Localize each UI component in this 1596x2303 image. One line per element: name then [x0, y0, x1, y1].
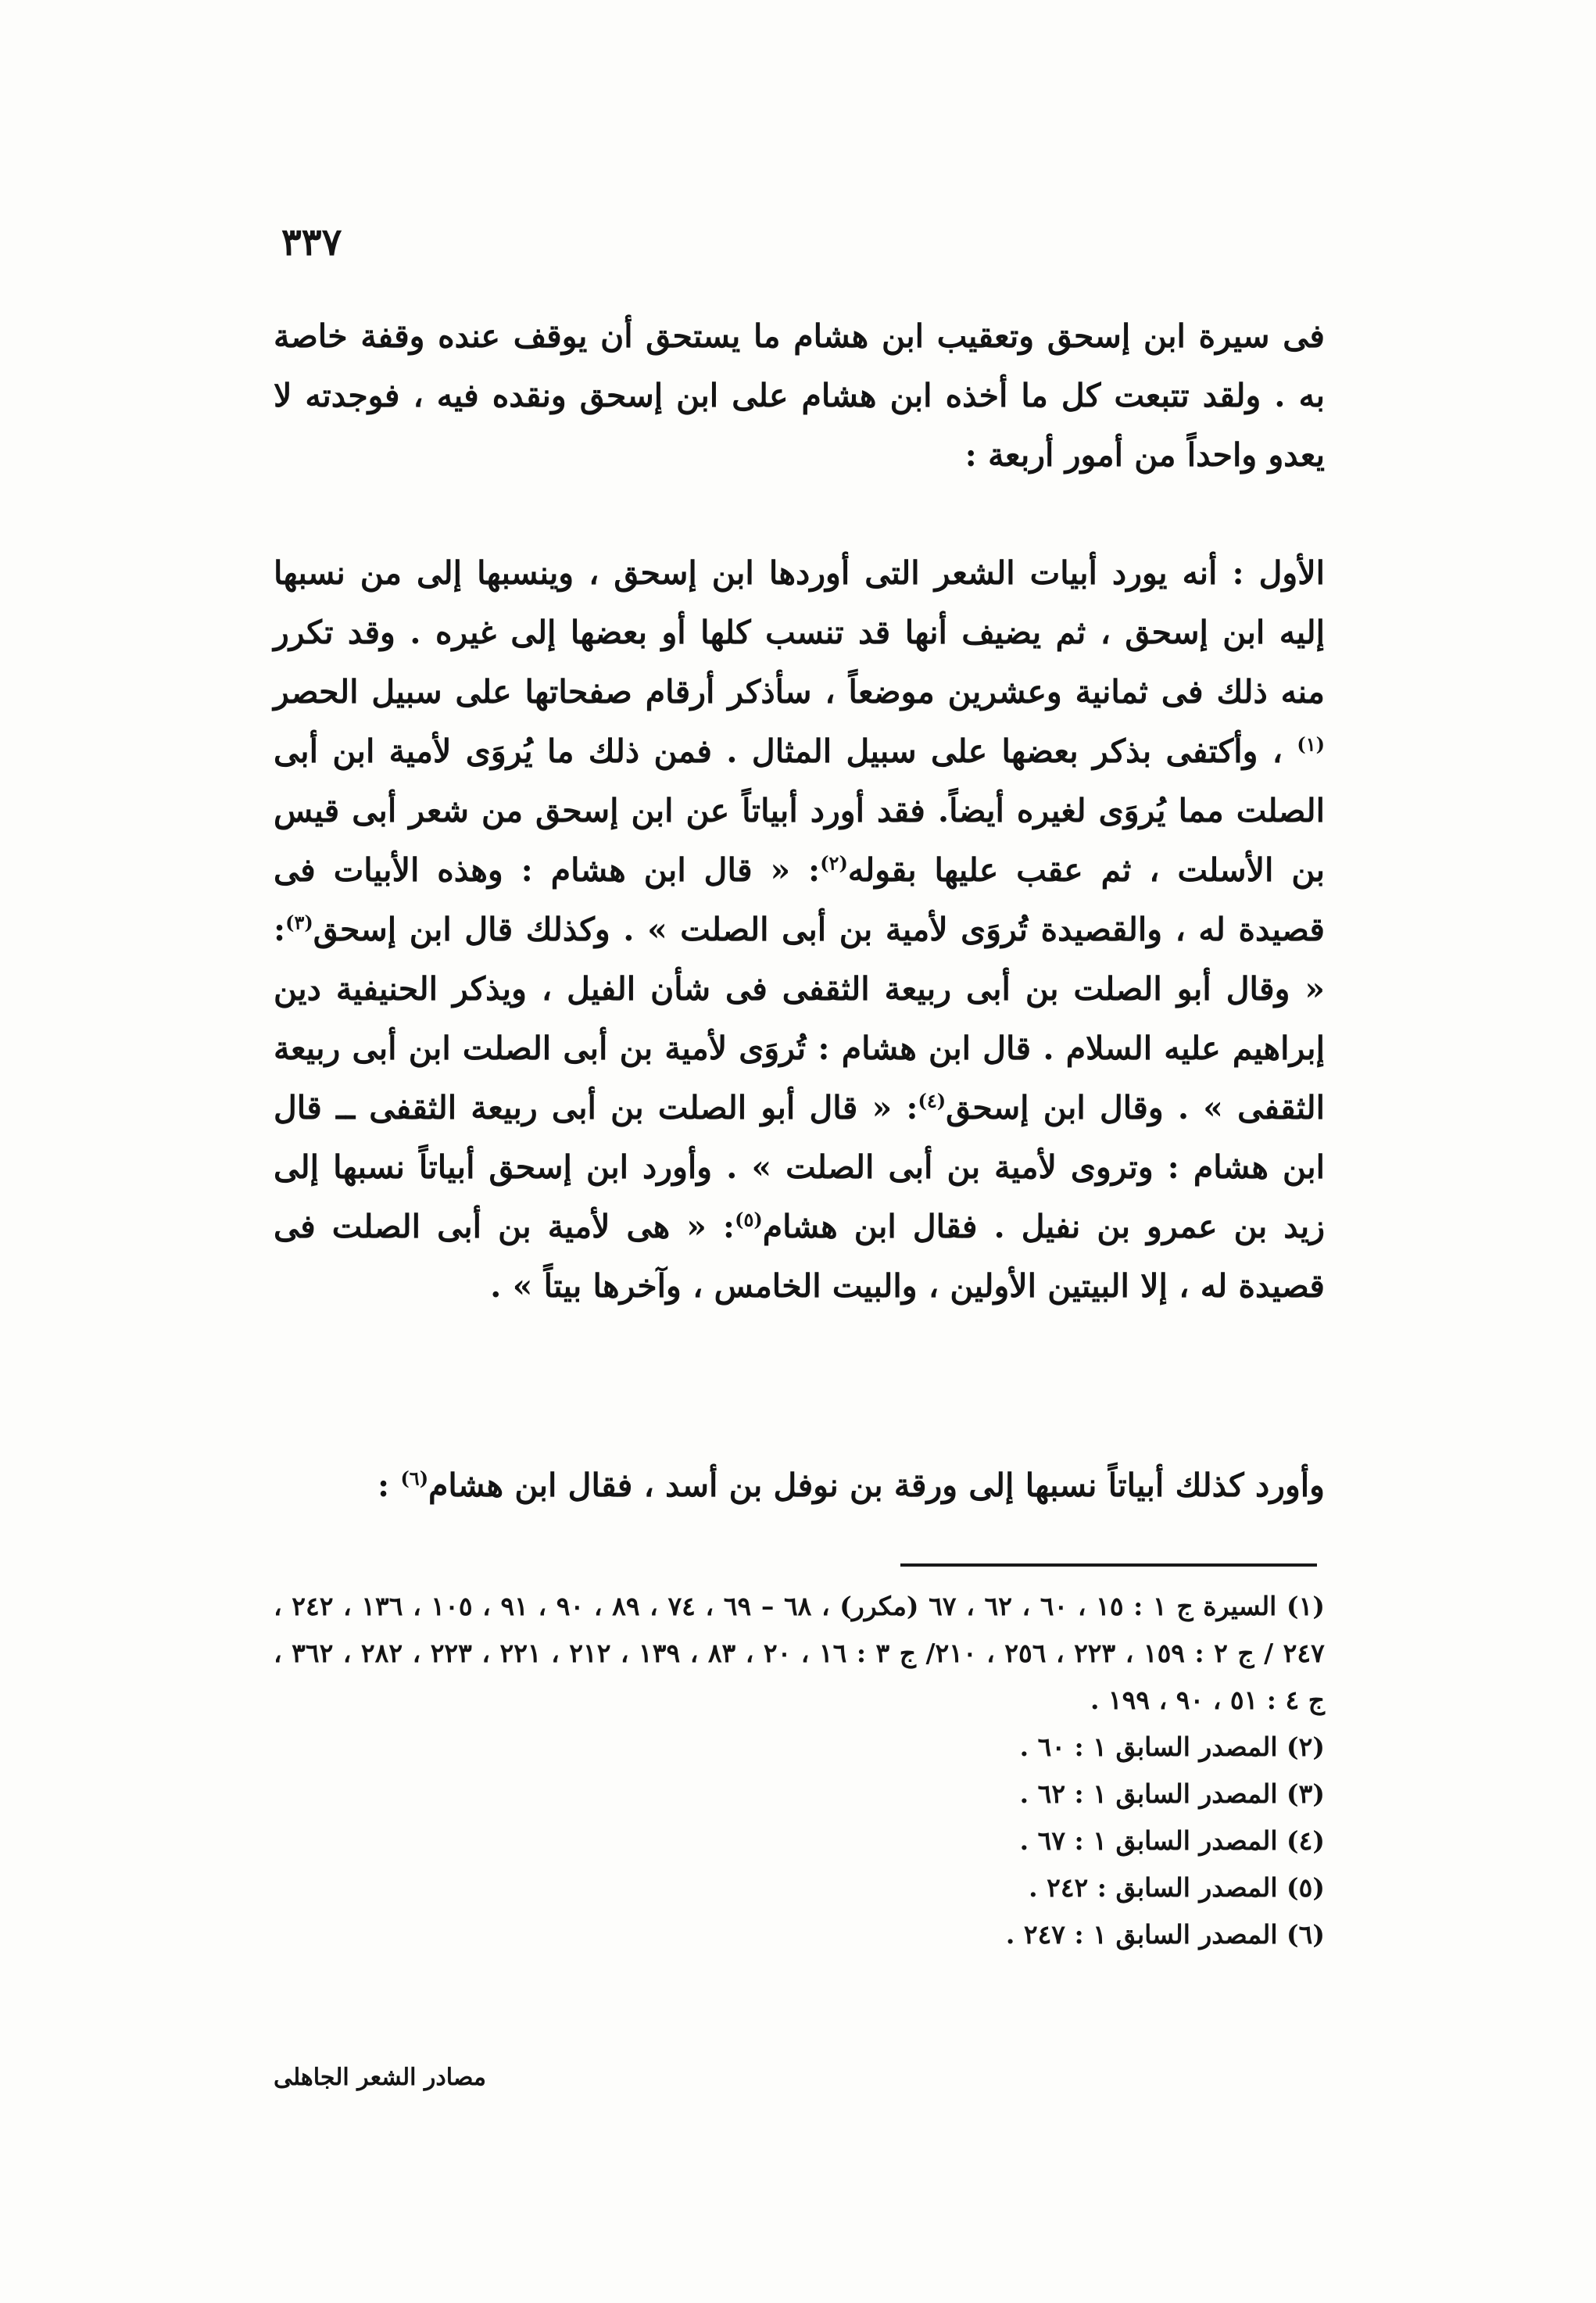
footnote-divider [900, 1563, 1317, 1567]
paragraph-text: وأورد كذلك أبياتاً نسبها إلى ورقة بن نوفل بن أسد ، فقال ابن هشام [428, 1467, 1325, 1504]
footnote-6: (٦) المصدر السابق ١ : ٢٤٧ . [1005, 1919, 1325, 1950]
paragraph-text: : [378, 1467, 390, 1504]
footnote-marker-4: (٤) [918, 1089, 947, 1112]
running-footer-book-title: مصادر الشعر الجاهلى [274, 2064, 486, 2091]
footnotes [274, 1583, 1325, 1958]
paragraph-text: : « هى لأمية بن أبى الصلت فى قصيدة له ، إلا البيتين الأولين ، والبيت الخامس ، وآخرها بيتاً » . [274, 1208, 1325, 1305]
footnote-3: (٣) المصدر السابق ١ : ٦٢ . [1019, 1778, 1325, 1809]
paragraph-text: ، وأكتفى بذكر بعضها على سبيل المثال . فمن ذلك ما يُروَى لأمية ابن أبى الصلت مما يُروَى لغيره أيضاً. فقد أورد أبياتاً عن ابن إسحق من شعر أبى قيس بن الأسلت ، ثم عقب عليها بقوله [274, 732, 1325, 889]
paragraph-text: : « قال أبو الصلت بن أبى ربيعة الثقفى ــ قال ابن هشام : وتروى لأمية بن أبى الصلت » . وأورد ابن إسحق أبياتاً نسبها إلى زيد بن عمرو بن نفيل . فقال ابن هشام [274, 1089, 1326, 1245]
paragraph-intro: فى سيرة ابن إسحق وتعقيب ابن هشام ما يستحق أن يوقف عنده وقفة خاصة به . ولقد تتبعت كل ما أخذه ابن هشام على ابن إسحق ونقده فيه ، فوجدته لا يعدو واحداً من أمور أربعة : [274, 317, 1325, 474]
footnote-marker-5: (٥) [735, 1208, 763, 1231]
paragraph-first-point [274, 543, 1325, 1316]
footnote-1: (١) السيرة ج ١ : ١٥ ، ٦٠ ، ٦٢ ، ٦٧ (مكرر) ، ٦٨ – ٦٩ ، ٧٤ ، ٨٩ ، ٩٠ ، ٩١ ، ١٠٥ ، ١٣٦ ، ٢٤٢ ، ٢٤٧ / ج ٢ : ١٥٩ ، ٢٢٣ ، ٢٥٦ ، ٢١٠/ ج ٣ : ١٦ ، ٢٠ ، ٨٣ ، ١٣٩ ، ٢١٢ ، ٢٢١ ، ٢٢٣ ، ٢٨٢ ، ٣٦٢ ، ج ٤ : ٥١ ، ٩٠ ، ١٩٩ . [274, 1591, 1325, 1715]
paragraph-text: الأول : أنه يورد أبيات الشعر التى أوردها ابن إسحق ، وينسبها إلى من نسبها إليه ابن إسحق ، ثم يضيف أنها قد تنسب كلها أو بعضها إلى غيره . وقد تكرر منه ذلك فى ثمانية وعشرين موضعاً ، سأذكر أرقام صفحاتها على سبيل الحصر [274, 554, 1325, 711]
footnote-5: (٥) المصدر السابق : ٢٤٢ . [1029, 1872, 1325, 1903]
footnote-marker-3: (٣) [285, 911, 313, 934]
paragraph-text: : « وقال أبو الصلت بن أبى ربيعة الثقفى فى شأن الفيل ، ويذكر الحنيفية دين إبراهيم عليه السلام . قال ابن هشام : تُروَى لأمية بن أبى الصلت ابن أبى ربيعة الثقفى » . وقال ابن إسحق [274, 911, 1326, 1126]
paragraph-text: : « قال ابن هشام : وهذه الأبيات فى قصيدة له ، والقصيدة تُروَى لأمية بن أبى الصلت » . وكذلك قال ابن إسحق [274, 851, 1325, 948]
footnote-marker-6: (٦) [400, 1467, 429, 1490]
footnote-marker-1: (١) [1297, 732, 1325, 756]
footnote-marker-2: (٢) [820, 851, 848, 875]
footnote-4: (٤) المصدر السابق ١ : ٦٧ . [1019, 1825, 1325, 1856]
paragraph-waraqa [274, 1456, 1325, 1515]
page-number: ٣٣٧ [281, 220, 342, 264]
footnote-list [274, 1724, 1325, 1958]
footnote-2: (٢) المصدر السابق ١ : ٦٠ . [1019, 1732, 1325, 1762]
